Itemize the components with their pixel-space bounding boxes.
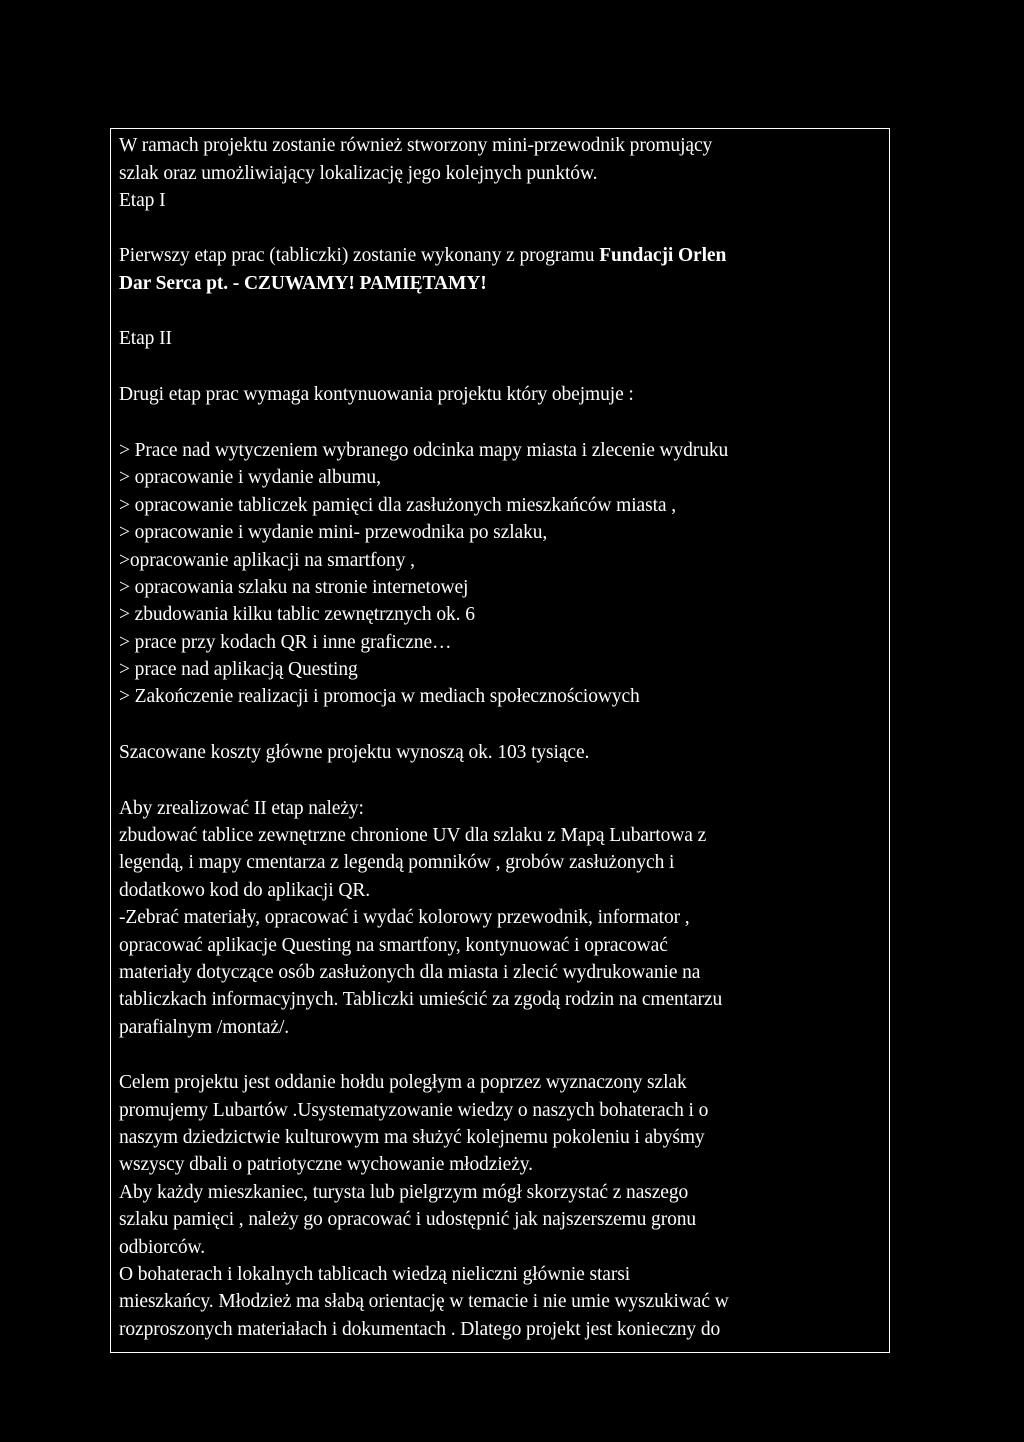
paragraph-goal-line: O bohaterach i lokalnych tablicach wiedzą nieliczni głównie starsi: [119, 1264, 631, 1285]
paragraph-requirements-line: opracować aplikacje Questing na smartfony, kontynuować i opracować: [119, 935, 668, 956]
list-item: > opracowanie tabliczek pamięci dla zasłużonych mieszkańców miasta ,: [119, 495, 677, 516]
paragraph-etap1-text: Pierwszy etap prac (tabliczki) zostanie wykonany z programu: [119, 245, 600, 266]
paragraph-goal-line: Celem projektu jest oddanie hołdu poległym a poprzez wyznaczony szlak: [119, 1072, 687, 1093]
list-item: > zbudowania kilku tablic zewnętrznych ok. 6: [119, 604, 475, 625]
list-item: > prace przy kodach QR i inne graficzne…: [119, 632, 452, 653]
paragraph-goal-line: naszym dziedzictwie kulturowym ma służyć kolejnemu pokoleniu i abyśmy: [119, 1127, 705, 1148]
paragraph-requirements-line: Aby zrealizować II etap należy:: [119, 798, 364, 819]
list-item: > prace nad aplikacją Questing: [119, 659, 358, 680]
paragraph-requirements-line: dodatkowo kod do aplikacji QR.: [119, 880, 371, 901]
paragraph-requirements-line: parafialnym /montaż/.: [119, 1017, 290, 1038]
paragraph-goal-line: szlaku pamięci , należy go opracować i udostępnić jak najszerszemu gronu: [119, 1209, 697, 1230]
paragraph-requirements-line: zbudować tablice zewnętrzne chronione UV dla szlaku z Mapą Lubartowa z: [119, 825, 707, 846]
heading-etap-2: Etap II: [119, 328, 172, 349]
paragraph-goal-line: Aby każdy mieszkaniec, turysta lub pielgrzym mógł skorzystać z naszego: [119, 1182, 689, 1203]
list-item: > opracowania szlaku na stronie internetowej: [119, 577, 469, 598]
paragraph-intro-line-1: W ramach projektu zostanie również stworzony mini-przewodnik promujący: [119, 135, 713, 156]
heading-etap-1: Etap I: [119, 190, 166, 211]
paragraph-etap1-line-1: [119, 244, 726, 268]
cost-estimate: Szacowane koszty główne projektu wynoszą ok. 103 tysiące.: [119, 742, 590, 763]
list-item: > Zakończenie realizacji i promocja w mediach społecznościowych: [119, 686, 640, 707]
program-title: Dar Serca pt. - CZUWAMY! PAMIĘTAMY!: [119, 273, 487, 294]
paragraph-intro-line-2: szlak oraz umożliwiający lokalizację jego kolejnych punktów.: [119, 163, 598, 184]
list-item: > Prace nad wytyczeniem wybranego odcinka mapy miasta i zlecenie wydruku: [119, 440, 729, 461]
foundation-name: Fundacji Orlen: [599, 245, 727, 266]
paragraph-goal-line: mieszkańcy. Młodzież ma słabą orientację w temacie i nie umie wyszukiwać w: [119, 1291, 729, 1312]
list-item: >opracowanie aplikacji na smartfony ,: [119, 550, 415, 571]
paragraph-goal-line: promujemy Lubartów .Usystematyzowanie wiedzy o naszych bohaterach i o: [119, 1100, 709, 1121]
paragraph-goal-line: wszyscy dbali o patriotyczne wychowanie młodzieży.: [119, 1154, 533, 1175]
paragraph-requirements-line: tabliczkach informacyjnych. Tabliczki umieścić za zgodą rodzin na cmentarzu: [119, 989, 723, 1010]
list-item: > opracowanie i wydanie mini- przewodnika po szlaku,: [119, 522, 548, 543]
paragraph-requirements-line: materiały dotyczące osób zasłużonych dla miasta i zlecić wydrukowanie na: [119, 962, 701, 983]
etap2-intro: Drugi etap prac wymaga kontynuowania projektu który obejmuje :: [119, 384, 634, 405]
paragraph-requirements-line: -Zebrać materiały, opracować i wydać kolorowy przewodnik, informator ,: [119, 907, 690, 928]
paragraph-goal-line: rozproszonych materiałach i dokumentach . Dlatego projekt jest konieczny do: [119, 1319, 721, 1340]
list-item: > opracowanie i wydanie albumu,: [119, 467, 381, 488]
paragraph-goal-line: odbiorców.: [119, 1237, 206, 1258]
paragraph-requirements-line: legendą, i mapy cmentarza z legendą pomników , grobów zasłużonych i: [119, 852, 675, 873]
